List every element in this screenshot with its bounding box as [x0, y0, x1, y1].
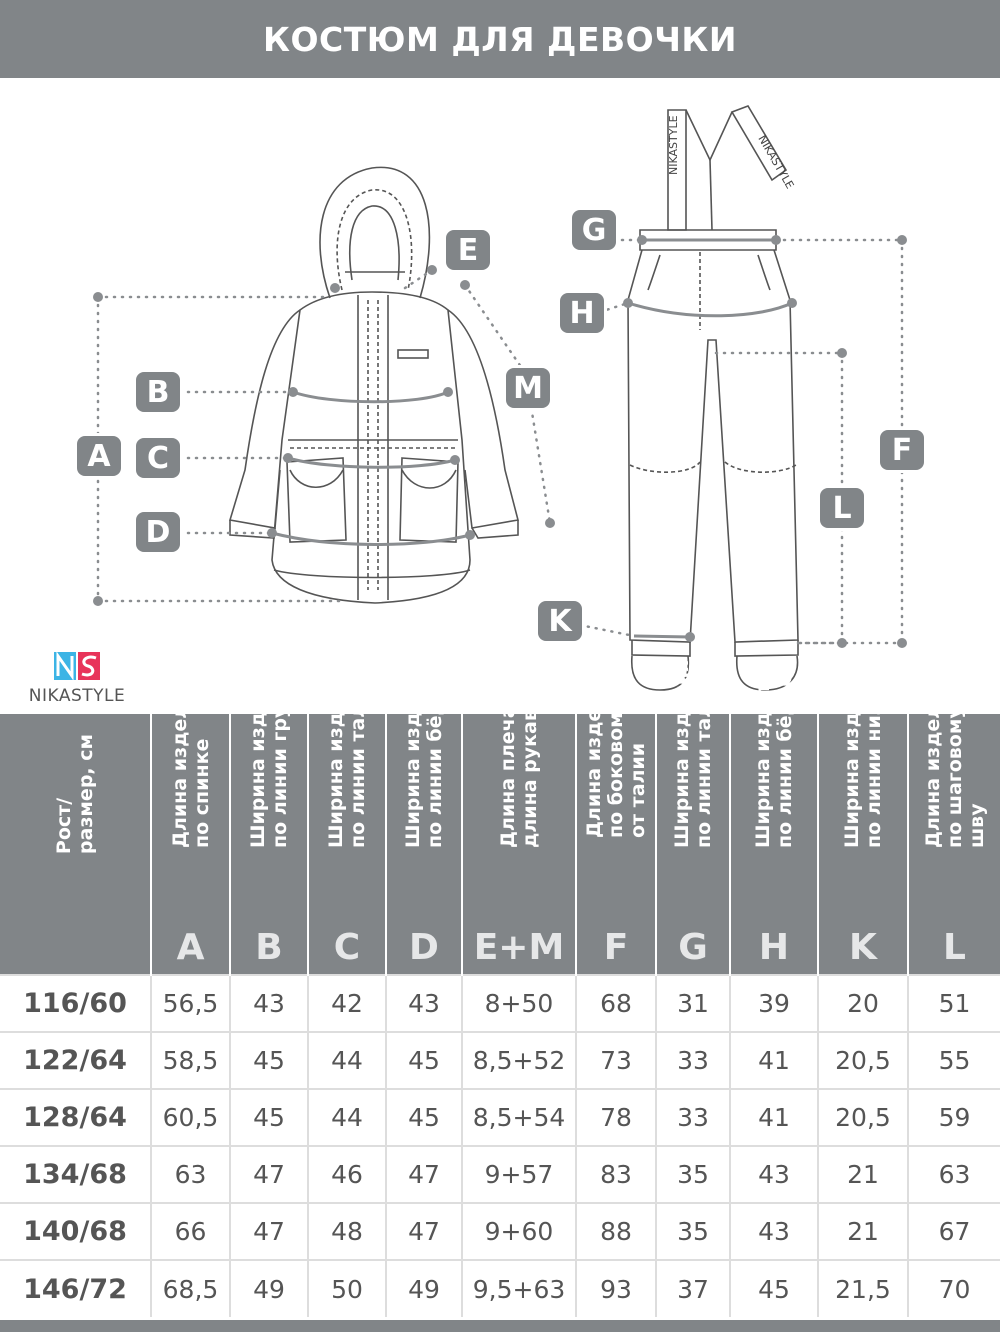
value-cell: 45 — [230, 1032, 308, 1089]
value-cell: 45 — [230, 1089, 308, 1146]
value-cell: 35 — [656, 1203, 730, 1260]
label-f: F — [880, 430, 924, 470]
label-l: L — [820, 488, 864, 528]
value-cell: 70 — [908, 1260, 1000, 1317]
strap-brand: NIKASTYLE — [667, 115, 680, 175]
value-cell: 49 — [386, 1260, 462, 1317]
value-cell: 43 — [230, 975, 308, 1032]
value-cell: 37 — [656, 1260, 730, 1317]
value-cell: 45 — [386, 1089, 462, 1146]
value-cell: 41 — [730, 1032, 818, 1089]
label-d: D — [136, 512, 180, 552]
value-cell: 50 — [308, 1260, 386, 1317]
value-cell: 47 — [230, 1146, 308, 1203]
value-cell: 21,5 — [818, 1260, 908, 1317]
value-cell: 56,5 — [151, 975, 230, 1032]
header-col-k: Ширина изделия по линии низа K — [818, 714, 908, 975]
size-cell: 140/68 — [0, 1203, 151, 1260]
value-cell: 9,5+63 — [462, 1260, 576, 1317]
garment-diagram — [0, 78, 1000, 714]
label-m: M — [506, 368, 550, 408]
label-k: K — [538, 601, 582, 641]
value-cell: 9+60 — [462, 1203, 576, 1260]
value-cell: 51 — [908, 975, 1000, 1032]
value-cell: 20,5 — [818, 1089, 908, 1146]
table-row — [0, 1203, 1000, 1260]
value-cell: 21 — [818, 1146, 908, 1203]
value-cell: 8,5+54 — [462, 1089, 576, 1146]
value-cell: 55 — [908, 1032, 1000, 1089]
page-title: КОСТЮМ ДЛЯ ДЕВОЧКИ — [0, 0, 1000, 78]
size-cell: 116/60 — [0, 975, 151, 1032]
label-a: A — [77, 436, 121, 476]
value-cell: 21 — [818, 1203, 908, 1260]
value-cell: 47 — [386, 1203, 462, 1260]
value-cell: 20,5 — [818, 1032, 908, 1089]
value-cell: 35 — [656, 1146, 730, 1203]
table-row — [0, 1032, 1000, 1089]
value-cell: 68 — [576, 975, 656, 1032]
header-col-c: Ширина изделия по линии талии C — [308, 714, 386, 975]
label-e: E — [446, 230, 490, 270]
size-cell: 122/64 — [0, 1032, 151, 1089]
size-cell: 128/64 — [0, 1089, 151, 1146]
value-cell: 8,5+52 — [462, 1032, 576, 1089]
table-row — [0, 975, 1000, 1032]
header-col-em: Длина плеча+ длина рукава E+M — [462, 714, 576, 975]
value-cell: 9+57 — [462, 1146, 576, 1203]
value-cell: 88 — [576, 1203, 656, 1260]
header-col-l: Длина изделия по шаговому шву L — [908, 714, 1000, 975]
footer-bar — [0, 1320, 1000, 1332]
brand-name: NIKASTYLE — [28, 686, 126, 706]
value-cell: 93 — [576, 1260, 656, 1317]
label-g: G — [572, 210, 616, 250]
label-b: B — [136, 372, 180, 412]
value-cell: 47 — [230, 1203, 308, 1260]
value-cell: 78 — [576, 1089, 656, 1146]
value-cell: 39 — [730, 975, 818, 1032]
value-cell: 46 — [308, 1146, 386, 1203]
header-col-h: Ширина изделия по линии бёдер H — [730, 714, 818, 975]
header-size: Рост/ размер, см — [0, 714, 151, 975]
value-cell: 83 — [576, 1146, 656, 1203]
value-cell: 47 — [386, 1146, 462, 1203]
value-cell: 8+50 — [462, 975, 576, 1032]
value-cell: 44 — [308, 1032, 386, 1089]
value-cell: 41 — [730, 1089, 818, 1146]
value-cell: 60,5 — [151, 1089, 230, 1146]
header-col-b: Ширина изделия по линии груди B — [230, 714, 308, 975]
value-cell: 45 — [730, 1260, 818, 1317]
label-h: H — [560, 293, 604, 333]
value-cell: 33 — [656, 1032, 730, 1089]
value-cell: 42 — [308, 975, 386, 1032]
strap-brand: NIKASTYLE — [755, 133, 797, 192]
table-row — [0, 1089, 1000, 1146]
value-cell: 44 — [308, 1089, 386, 1146]
value-cell: 43 — [730, 1203, 818, 1260]
value-cell: 63 — [908, 1146, 1000, 1203]
value-cell: 33 — [656, 1089, 730, 1146]
table-row — [0, 1146, 1000, 1203]
header-col-d: Ширина изделия по линии бёдер D — [386, 714, 462, 975]
value-cell: 58,5 — [151, 1032, 230, 1089]
value-cell: 45 — [386, 1032, 462, 1089]
value-cell: 63 — [151, 1146, 230, 1203]
size-table-body — [0, 975, 1000, 1317]
header-col-a: Длина изделия по спинке A — [151, 714, 230, 975]
size-cell: 134/68 — [0, 1146, 151, 1203]
value-cell: 31 — [656, 975, 730, 1032]
value-cell: 43 — [386, 975, 462, 1032]
value-cell: 67 — [908, 1203, 1000, 1260]
value-cell: 20 — [818, 975, 908, 1032]
header-col-g: Ширина изделия по линии талии G — [656, 714, 730, 975]
value-cell: 43 — [730, 1146, 818, 1203]
value-cell: 49 — [230, 1260, 308, 1317]
header-col-f: Длина изделия по боковому шву от талии F — [576, 714, 656, 975]
value-cell: 73 — [576, 1032, 656, 1089]
value-cell: 66 — [151, 1203, 230, 1260]
table-row — [0, 1260, 1000, 1317]
ns-logo-icon — [22, 650, 132, 684]
size-cell: 146/72 — [0, 1260, 151, 1317]
value-cell: 68,5 — [151, 1260, 230, 1317]
label-c: C — [136, 438, 180, 478]
value-cell: 59 — [908, 1089, 1000, 1146]
value-cell: 48 — [308, 1203, 386, 1260]
